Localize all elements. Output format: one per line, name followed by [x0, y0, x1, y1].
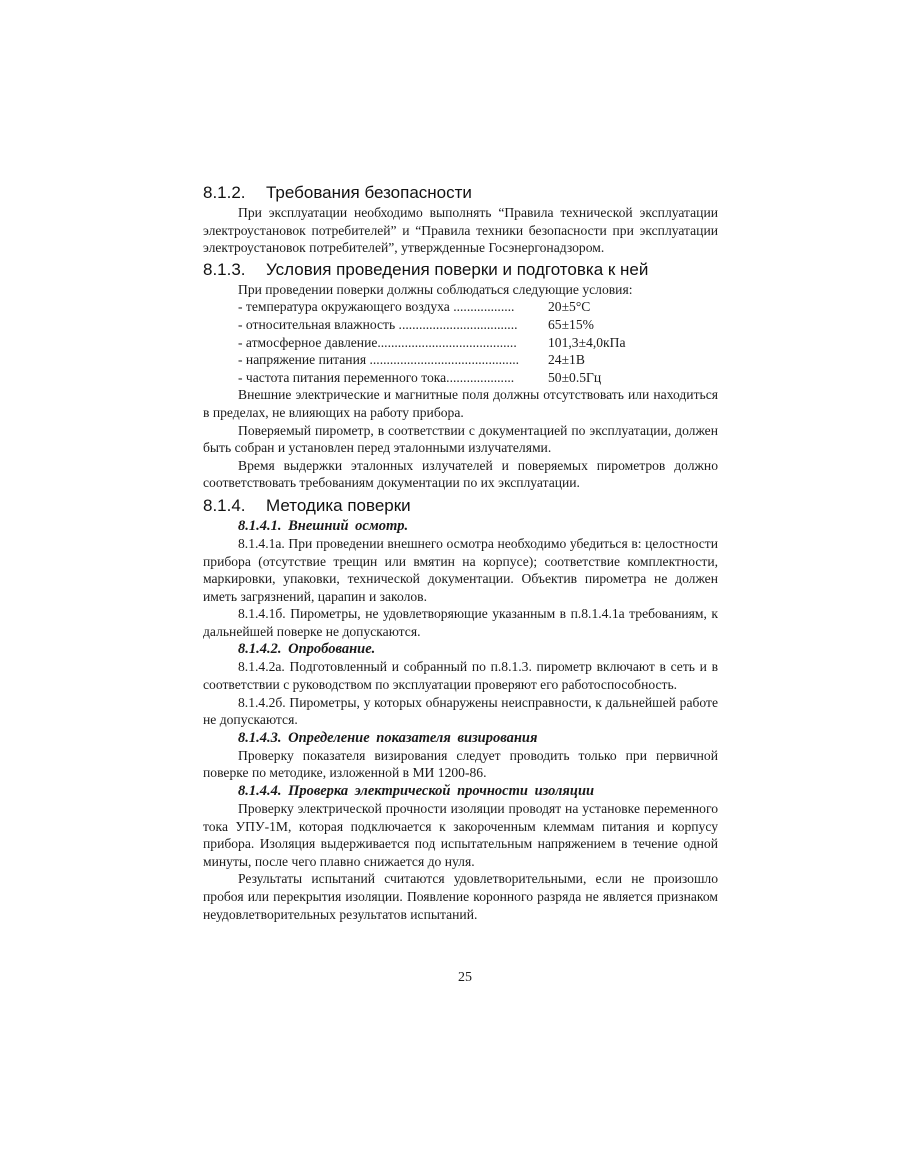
subsection-heading-8-1-4-4: 8.1.4.4. Проверка электрической прочности изоляции: [238, 783, 595, 800]
section-number: 8.1.2.: [203, 183, 246, 202]
condition-label: - относительная влажность ...................................: [238, 316, 518, 332]
section-heading-8-1-3: [203, 259, 718, 281]
paragraph: При эксплуатации необходимо выполнять “Правила технической эксплуатации электроустановок потребителей” и “Правила техники безопасности при эксплуатации электроустановок потребителей”, утвержденные Госэнергонадзором.: [203, 205, 718, 256]
section-heading-8-1-2: [203, 182, 718, 204]
condition-label: - напряжение питания ............................................: [238, 352, 520, 368]
condition-label: - температура окружающего воздуха ..................: [238, 299, 515, 315]
paragraph: 8.1.4.2б. Пирометры, у которых обнаружены неисправности, к дальнейшей работе не допускаются.: [203, 694, 718, 728]
page-number: 25: [458, 970, 472, 985]
condition-row: [238, 369, 718, 387]
paragraph: Проверку электрической прочности изоляции проводят на установке переменного тока УПУ-1М, которая подключается к закороченным клеммам питания и корпусу прибора. Изоляция выдерживается под испытательным напряжением в течение одной минуты, после чего плавно снижается до нуля.: [203, 801, 718, 869]
paragraph: Поверяемый пирометр, в соответствии с документацией по эксплуатации, должен быть собран и установлен перед эталонными излучателями.: [203, 422, 718, 456]
paragraph: 8.1.4.1б. Пирометры, не удовлетворяющие указанным в п.8.1.4.1а требованиям, к дальнейшей поверке не допускаются.: [203, 606, 718, 639]
condition-row: [238, 316, 718, 334]
condition-value: 20±5°C: [548, 299, 591, 315]
condition-value: 50±0.5Гц: [548, 369, 602, 385]
paragraph: 8.1.4.1а. При проведении внешнего осмотра необходимо убедиться в: целостности прибора (отсутствие трещин или вмятин на корпусе); соответствие комплектности, маркировки, упаковки, технической документации. Объектив пирометра не должен иметь загрязнений, царапин и заколов.: [203, 535, 718, 604]
document-page: [203, 182, 718, 923]
section-title: Методика поверки: [266, 495, 411, 515]
subsection-heading-8-1-4-2: 8.1.4.2. Опробование.: [238, 641, 376, 658]
paragraph: Результаты испытаний считаются удовлетворительными, если не произошло пробоя или перекрытия изоляции. Появление коронного разряда не является признаком неудовлетворительных результатов испытаний.: [203, 871, 718, 922]
condition-label: - атмосферное давление.........................................: [238, 334, 517, 350]
paragraph: 8.1.4.2а. Подготовленный и собранный по п.8.1.3. пирометр включают в сеть и в соответствии с руководством по эксплуатации проверяют его работоспособность.: [203, 659, 718, 693]
paragraph: Время выдержки эталонных излучателей и поверяемых пирометров должно соответствовать требованиям документации по их эксплуатации.: [203, 457, 718, 491]
conditions-list: [203, 281, 718, 387]
section-title: Условия проведения поверки и подготовка к ней: [266, 259, 649, 279]
section-number: 8.1.4.: [203, 495, 246, 515]
subsection-heading-8-1-4-1: 8.1.4.1. Внешний осмотр.: [238, 517, 409, 534]
condition-row: [238, 298, 718, 316]
condition-value: 65±15%: [548, 316, 594, 332]
condition-row: [238, 351, 718, 369]
subsection-heading-8-1-4-3: 8.1.4.3. Определение показателя визирования: [238, 729, 538, 746]
condition-row: [238, 334, 718, 352]
paragraph: Проверку показателя визирования следует проводить только при первичной поверке по методике, изложенной в МИ 1200-86.: [203, 747, 718, 781]
paragraph: Внешние электрические и магнитные поля должны отсутствовать или находиться в пределах, не влияющих на работу прибора.: [203, 387, 718, 420]
condition-label: - частота питания переменного тока....................: [238, 369, 515, 385]
section-heading-8-1-4: [203, 495, 718, 517]
condition-value: 24±1В: [548, 352, 585, 368]
section-number: 8.1.3.: [203, 259, 246, 279]
conditions-intro: При проведении поверки должны соблюдаться следующие условия:: [238, 281, 633, 297]
section-title: Требования безопасности: [266, 183, 472, 202]
condition-value: 101,3±4,0кПа: [548, 334, 626, 350]
